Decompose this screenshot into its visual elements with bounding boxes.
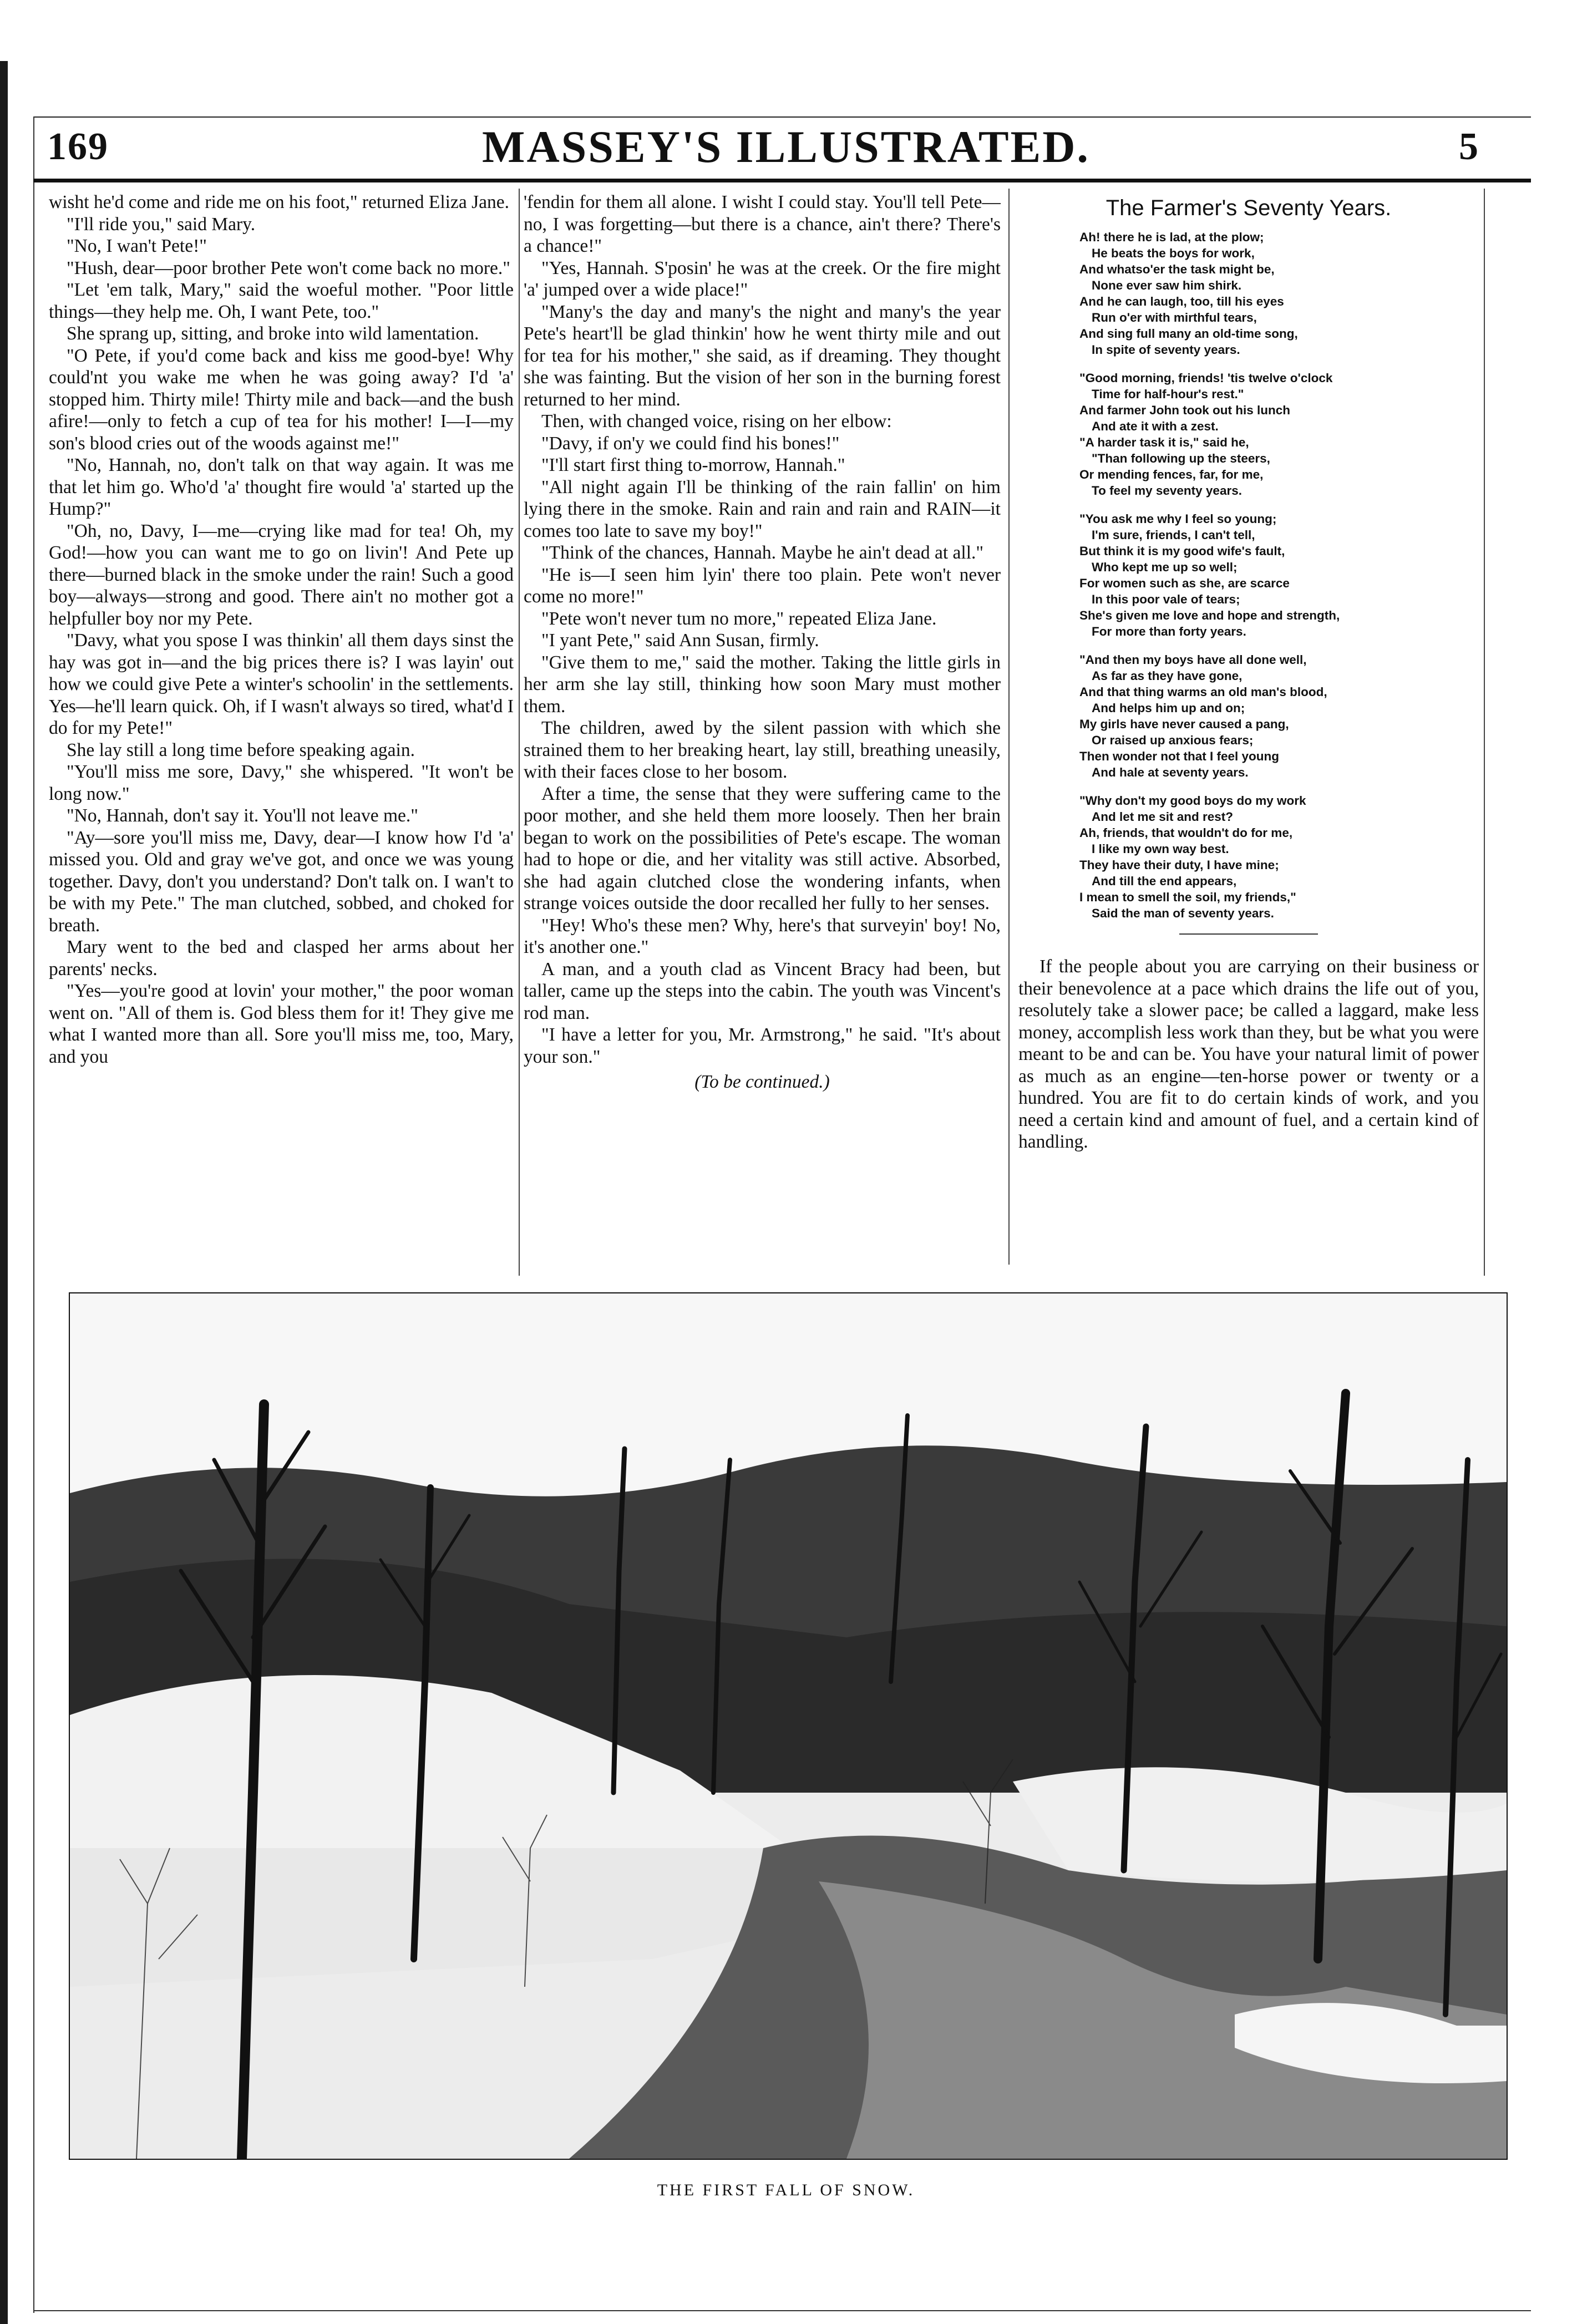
story-paragraph: "All night again I'll be thinking of the rain fallin' on him lying there in the smoke. Rain and rain and rain and RAIN—it comes too late to save my boy!": [524, 476, 1001, 541]
poem-line: Who kept me up so well;: [1092, 560, 1238, 574]
poem-line: As far as they have gone,: [1092, 669, 1243, 683]
poem-line: Then wonder not that I feel young: [1079, 749, 1279, 763]
poem-line: Or raised up anxious fears;: [1092, 733, 1254, 747]
story-paragraph: She sprang up, sitting, and broke into wild lamentation.: [67, 323, 479, 344]
poem-line: I like my own way best.: [1092, 842, 1229, 856]
poem-line: And that thing warms an old man's blood,: [1079, 685, 1327, 699]
story-paragraph: "Think of the chances, Hannah. Maybe he ain't dead at all.": [541, 542, 984, 563]
page-frame-left: [33, 116, 34, 2313]
poem-line: And ate it with a zest.: [1092, 419, 1219, 433]
essay: [1018, 956, 1479, 1153]
illustration-caption: THE FIRST FALL OF SNOW.: [657, 2181, 915, 2199]
poem-line: Or mending fences, far, for me,: [1079, 468, 1264, 481]
poem: [1018, 229, 1479, 921]
poem-line: And hale at seventy years.: [1092, 765, 1249, 779]
column-divider: [1484, 189, 1485, 1276]
poem-line: None ever saw him shirk.: [1092, 278, 1242, 292]
poem-line: And whatso'er the task might be,: [1079, 262, 1275, 276]
story-paragraph: "Pete won't never tum no more," repeated Eliza Jane.: [541, 608, 937, 629]
story-paragraph: The children, awed by the silent passion with which she strained them to her breaking heart, lay still, breathing uneasily, with their faces close to her bosom.: [524, 718, 1001, 782]
header-top-rule: [33, 116, 1531, 118]
essay-paragraph: If the people about you are carrying on their business or their benevolence at a pace which drains the life out of you, resolutely take a slower pace; be called a laggard, make less money, accomplish less work than they, but be what you were meant to be and can be. You have your natural limit of power as much as an engine—ten-horse power or twenty or a hundred. You are fit to do certain kinds of work, and you need a certain kind and amount of fuel, and a certain kind of handling.: [1018, 956, 1479, 1152]
poem-line: And helps him up and on;: [1092, 701, 1245, 715]
poem-line: She's given me love and hope and strength,: [1079, 608, 1340, 622]
story-paragraph: "Yes—you're good at lovin' your mother," the poor woman went on. "All of them is. God bless them for it! They give me what I wanted more than all. Sore you'll miss me, too, Mary, and you: [49, 981, 514, 1067]
poem-line: For more than forty years.: [1092, 625, 1246, 638]
story-paragraph: "I'll ride you," said Mary.: [67, 214, 256, 235]
story-paragraph: "Davy, what you spose I was thinkin' all them days sinst the hay was got in—and the big prices there is? I was layin' out how we could give Pete a winter's schoolin' in the settlements. Yes—he'll learn quick. Oh, if I wasn't always so tired, what'd I do for my Pete!": [49, 630, 514, 738]
to-be-continued: (To be continued.): [694, 1072, 830, 1092]
story-paragraph: "Davy, if on'y we could find his bones!": [541, 433, 840, 454]
story-paragraph: After a time, the sense that they were suffering came to the poor mother, and she held them more loosely. Then her brain began to work on the possibilities of Pete's escape. The woman had to hope or die, and her vitality was still active. Absorbed, she had again clutched close the wondering infants, when strange voices outside the door recalled her fully to her senses.: [524, 783, 1001, 914]
poem-line: They have their duty, I have mine;: [1079, 858, 1279, 872]
poem-line: "Why don't my good boys do my work: [1079, 794, 1306, 808]
story-paragraph: "Many's the day and many's the night and many's the year Pete's heart'll be glad thinkin' how he went thirty mile and out for tea for his mother," she said, as if dreaming. They thought she was fainting. But the vision of her son in the burning forest returned to her mind.: [524, 301, 1001, 410]
poem-title: The Farmer's Seventy Years.: [1106, 196, 1392, 220]
story-paragraph: "Ay—sore you'll miss me, Davy, dear—I know how I'd 'a' missed you. Old and gray we've got, and once we was young together. Davy, don't you understand? Don't talk on. I wan't to be with my Pete." The man clutched, sobbed, and choked for breath.: [49, 827, 514, 936]
poem-line: I mean to smell the soil, my friends,": [1079, 890, 1296, 904]
poem-line: But think it is my good wife's fault,: [1079, 544, 1285, 558]
section-divider: [1179, 933, 1318, 935]
masthead-title: MASSEY'S ILLUSTRATED.: [482, 121, 1090, 172]
page-number-right: 5: [1459, 125, 1478, 168]
right-column: [1018, 191, 1479, 1290]
story-paragraph: "No, Hannah, no, don't talk on that way again. It was me that let him go. Who'd 'a' thought fire would 'a' started up the Hump?": [49, 455, 514, 519]
story-paragraph: "I'll start first thing to-morrow, Hannah.": [541, 455, 845, 475]
story-paragraph: Mary went to the bed and clasped her arms about her parents' necks.: [49, 937, 514, 980]
poem-line: "A harder task it is," said he,: [1079, 435, 1249, 449]
poem-stanza: [1079, 370, 1479, 499]
poem-line: And farmer John took out his lunch: [1079, 403, 1291, 417]
poem-stanza: [1079, 652, 1479, 780]
poem-line: Said the man of seventy years.: [1092, 906, 1274, 920]
story-paragraph: "Give them to me," said the mother. Taking the little girls in her arm she lay still, thinking how soon Mary must mother them.: [524, 652, 1001, 717]
page-edge-bar: [0, 61, 8, 2324]
poem-line: "Good morning, friends! 'tis twelve o'clock: [1079, 371, 1333, 385]
snow-scene-drawing: [70, 1293, 1507, 2159]
poem-line: And let me sit and rest?: [1092, 810, 1234, 824]
poem-line: And till the end appears,: [1092, 874, 1237, 888]
column-divider: [519, 189, 520, 1276]
poem-line: I'm sure, friends, I can't tell,: [1092, 528, 1255, 542]
poem-line: Run o'er with mirthful tears,: [1092, 311, 1257, 324]
poem-line: For women such as she, are scarce: [1079, 576, 1290, 590]
snow-landscape-illustration: [69, 1292, 1508, 2160]
story-paragraph: "Hush, dear—poor brother Pete won't come back no more.": [67, 257, 510, 278]
story-paragraph: "I have a letter for you, Mr. Armstrong," he said. "It's about your son.": [524, 1024, 1001, 1067]
poem-line: Time for half-hour's rest.": [1092, 387, 1244, 401]
poem-stanza: [1079, 229, 1479, 358]
poem-line: And sing full many an old-time song,: [1079, 327, 1298, 341]
story-paragraph: "O Pete, if you'd come back and kiss me good-bye! Why could'nt you wake me when he was going away? I'd 'a' stopped him. Thirty mile! Thirty mile and back—and the bush afire!—only to fetch a cup of tea for his mother! I—I—my son's blood cries out of the woods against me!": [49, 345, 514, 454]
poem-line: "You ask me why I feel so young;: [1079, 512, 1277, 526]
page-number-left: 169: [47, 125, 109, 168]
story-paragraph: "I yant Pete," said Ann Susan, firmly.: [541, 630, 819, 651]
story-paragraph: "Yes, Hannah. S'posin' he was at the creek. Or the fire might 'a' jumped over a wide place!": [524, 257, 1001, 300]
poem-line: He beats the boys for work,: [1092, 246, 1255, 260]
story-paragraph: "You'll miss me sore, Davy," she whispered. "It won't be long now.": [49, 762, 514, 804]
story-paragraph: A man, and a youth clad as Vincent Bracy had been, but taller, came up the steps into the cabin. The youth was Vincent's rod man.: [524, 958, 1001, 1023]
poem-stanza: [1079, 793, 1479, 921]
poem-line: To feel my seventy years.: [1092, 484, 1242, 498]
story-paragraph: "Hey! Who's these men? Why, here's that surveyin' boy! No, it's another one.": [524, 915, 1001, 957]
story-paragraph: "No, Hannah, don't say it. You'll not leave me.": [67, 805, 418, 826]
story-paragraph: "He is—I seen him lyin' there too plain. Pete won't never come no more!": [524, 564, 1001, 607]
story-paragraph: "No, I wan't Pete!": [67, 236, 207, 256]
poem-line: In this poor vale of tears;: [1092, 592, 1240, 606]
story-paragraph: "Oh, no, Davy, I—me—crying like mad for tea! Oh, my God!—how you can want me to go on livin'! And Pete up there—burned black in the smoke under the rain! Such a good boy—always—strong and good. There ain't no mother got a helpfuller boy nor my Pete.: [49, 520, 514, 629]
poem-line: "Than following up the steers,: [1092, 451, 1270, 465]
story-paragraph: "Let 'em talk, Mary," said the woeful mother. "Poor little things—they help me. Oh, I want Pete, too.": [49, 280, 514, 322]
poem-line: Ah! there he is lad, at the plow;: [1079, 230, 1264, 244]
page-frame-bottom: [33, 2310, 1531, 2311]
column-divider: [1008, 189, 1010, 1265]
poem-line: And he can laugh, too, till his eyes: [1079, 295, 1284, 308]
poem-line: My girls have never caused a pang,: [1079, 717, 1289, 731]
story-paragraph: wisht he'd come and ride me on his foot," returned Eliza Jane.: [49, 192, 509, 212]
story-paragraph: 'fendin for them all alone. I wisht I could stay. You'll tell Pete—no, I was forgetting—but there is a chance, ain't there? There's a chance!": [524, 192, 1001, 256]
story-column-1: [49, 191, 514, 1290]
poem-stanza: [1079, 511, 1479, 640]
story-paragraph: She lay still a long time before speaking again.: [67, 739, 415, 760]
poem-line: "And then my boys have all done well,: [1079, 653, 1307, 667]
story-column-2: [524, 191, 1001, 1290]
story-paragraph: Then, with changed voice, rising on her elbow:: [541, 411, 892, 432]
header-rule: [33, 179, 1531, 182]
poem-line: In spite of seventy years.: [1092, 343, 1240, 357]
poem-line: Ah, friends, that wouldn't do for me,: [1079, 826, 1293, 840]
